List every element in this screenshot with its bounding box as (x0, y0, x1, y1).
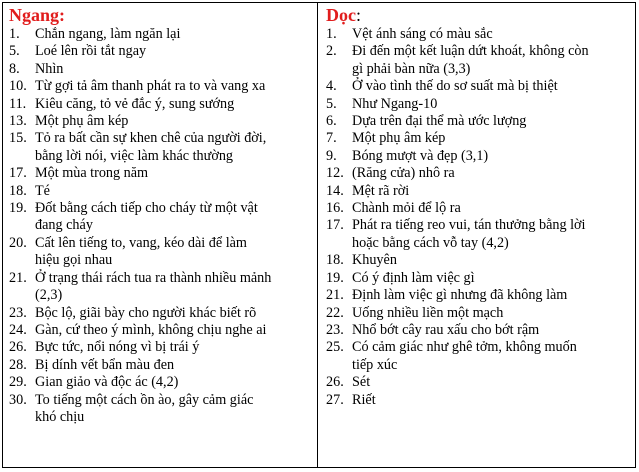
down-clue (326, 374, 631, 391)
across-clue-number: 15. (9, 130, 27, 147)
across-heading-text: Ngang (9, 5, 60, 25)
across-clue (9, 26, 313, 43)
across-clue-text: Từ gợi tả âm thanh phát ra to và vang xa (35, 78, 266, 95)
across-heading-colon: : (59, 5, 66, 25)
down-clue (326, 217, 631, 252)
clue-table (2, 2, 636, 468)
down-clue-number: 14. (326, 182, 344, 199)
across-clue-number: 19. (9, 200, 27, 217)
down-clue-text: Mệt rã rời (352, 182, 410, 199)
down-clue-number: 16. (326, 200, 344, 217)
across-clue (9, 113, 313, 130)
down-clue (326, 165, 631, 182)
down-clue-number: 5. (326, 95, 337, 112)
across-clue (9, 96, 313, 113)
across-clue (9, 78, 313, 95)
down-clue-number: 18. (326, 252, 344, 269)
down-clue-text: (Răng cửa) nhô ra (352, 165, 455, 182)
across-clue-number: 11. (9, 95, 27, 112)
across-clue (9, 305, 313, 322)
across-clue-number: 1. (9, 26, 20, 42)
across-clue (9, 43, 313, 60)
down-clue-text: Một phụ âm kép (352, 130, 446, 147)
across-clue-text: Bộc lộ, giãi bày cho người khác biết rõ (35, 304, 257, 321)
down-clue (326, 322, 631, 339)
down-heading-text: Dọc (326, 5, 356, 25)
across-clue (9, 235, 313, 270)
across-heading (9, 5, 313, 25)
across-clue (9, 183, 313, 200)
across-clue-number: 8. (9, 60, 20, 77)
across-clue-text: Bực tức, nổi nóng vì bị trái ý (35, 339, 200, 356)
down-clue-text: Ở vào tình thế do sơ suất mà bị thiệt (352, 78, 558, 95)
down-clue-number: 1. (326, 26, 337, 42)
down-clue-number: 27. (326, 391, 344, 408)
across-clue (9, 200, 313, 235)
down-clue-number: 2. (326, 43, 337, 60)
across-clue (9, 165, 313, 182)
down-clue-text: Sét (352, 374, 371, 391)
across-clue (9, 374, 313, 391)
across-clue (9, 130, 313, 165)
down-clue (326, 392, 631, 409)
across-clue-text: Tỏ ra bất cần sự khen chê của người đời, bằng lời nói, việc làm khác thường (35, 130, 267, 164)
down-clue-text: Có ý định làm việc gì (352, 269, 475, 286)
down-clue (326, 270, 631, 287)
across-clue-list (9, 26, 313, 426)
across-clue-number: 28. (9, 356, 27, 373)
across-clue-number: 18. (9, 182, 27, 199)
down-clue-number: 22. (326, 304, 344, 321)
down-clue-number: 19. (326, 269, 344, 286)
down-clue-number: 12. (326, 165, 344, 182)
down-clue-number: 9. (326, 147, 337, 164)
down-clue-number: 4. (326, 78, 337, 95)
across-clue-text: Cất lên tiếng to, vang, kéo dài để làm hiệu gọi nhau (35, 234, 247, 269)
down-clue-number: 21. (326, 287, 344, 304)
down-clue-number: 17. (326, 217, 344, 234)
down-clue-text: Vệt ánh sáng có màu sắc (352, 26, 493, 42)
across-clue (9, 270, 313, 305)
across-clue (9, 322, 313, 339)
across-clue-text: To tiếng một cách ồn ào, gây cảm giác khó chịu (35, 391, 254, 425)
down-clue (326, 113, 631, 130)
across-clue-number: 10. (9, 78, 27, 95)
across-clue-number: 26. (9, 339, 27, 356)
across-clue-text: Nhìn (35, 60, 64, 77)
down-clue-number: 23. (326, 321, 344, 338)
down-clue-text: Dựa trên đại thể mà ước lượng (352, 113, 527, 130)
down-clue (326, 43, 631, 78)
across-clue-text: Đốt bằng cách tiếp cho cháy từ một vật đang cháy (35, 200, 258, 234)
down-clue (326, 130, 631, 147)
across-clue-number: 17. (9, 165, 27, 182)
across-clue-number: 24. (9, 321, 27, 338)
down-clue-text: Chành mỏi để lộ ra (352, 200, 461, 217)
across-clue-text: Ở trạng thái rách tua ra thành nhiều mảnh (2,3) (35, 269, 272, 304)
across-clue-number: 13. (9, 113, 27, 130)
down-column (318, 3, 635, 467)
down-clue (326, 26, 631, 43)
across-clue-number: 5. (9, 43, 20, 60)
down-clue (326, 305, 631, 322)
down-clue-text: Định làm việc gì nhưng đã không làm (352, 287, 568, 304)
down-clue (326, 252, 631, 269)
down-clue (326, 183, 631, 200)
down-clue (326, 96, 631, 113)
down-clue (326, 78, 631, 95)
across-clue-text: Gàn, cứ theo ý mình, không chịu nghe ai (35, 321, 267, 338)
across-clue-number: 23. (9, 304, 27, 321)
down-clue-text: Uống nhiều liền một mạch (352, 304, 504, 321)
down-clue-text: Phát ra tiếng reo vui, tán thưởng bằng lời hoặc bằng cách vỗ tay (4,2) (352, 217, 586, 251)
across-clue-number: 29. (9, 374, 27, 391)
across-column (3, 3, 318, 467)
down-clue-text: Đi đến một kết luận dứt khoát, không còn gì phải bàn nữa (3,3) (352, 43, 589, 77)
down-clue-number: 7. (326, 130, 337, 147)
down-clue-text: Có cảm giác như ghê tởm, không muốn tiếp xúc (352, 339, 577, 373)
across-clue-number: 20. (9, 234, 27, 251)
down-clue-list (326, 26, 631, 409)
down-clue-text: Riết (352, 391, 376, 408)
across-clue-text: Kiêu căng, tỏ vẻ đắc ý, sung sướng (35, 95, 235, 112)
down-clue (326, 287, 631, 304)
across-clue-text: Bị dính vết bẩn màu đen (35, 356, 175, 373)
down-clue-text: Bóng mượt và đẹp (3,1) (352, 147, 489, 164)
down-clue-text: Như Ngang-10 (352, 95, 438, 112)
across-clue (9, 357, 313, 374)
down-clue (326, 200, 631, 217)
across-clue (9, 392, 313, 427)
across-clue-number: 30. (9, 391, 27, 408)
across-clue-number: 21. (9, 269, 27, 286)
across-clue (9, 61, 313, 78)
down-clue (326, 339, 631, 374)
across-clue-text: Gian giảo và độc ác (4,2) (35, 374, 179, 391)
down-clue-text: Khuyên (352, 252, 397, 269)
across-clue (9, 339, 313, 356)
across-clue-text: Loé lên rồi tắt ngay (35, 43, 147, 60)
down-clue-number: 26. (326, 374, 344, 391)
across-clue-text: Một mùa trong năm (35, 165, 149, 182)
down-clue-number: 25. (326, 339, 344, 356)
down-clue (326, 148, 631, 165)
down-clue-text: Nhổ bớt cây rau xấu cho bớt rậm (352, 321, 540, 338)
down-heading-colon: : (356, 5, 362, 25)
down-clue-number: 6. (326, 113, 337, 130)
down-heading (326, 5, 631, 25)
across-clue-text: Té (35, 182, 50, 199)
across-clue-text: Một phụ âm kép (35, 113, 129, 130)
across-clue-text: Chắn ngang, làm ngăn lại (35, 26, 181, 42)
